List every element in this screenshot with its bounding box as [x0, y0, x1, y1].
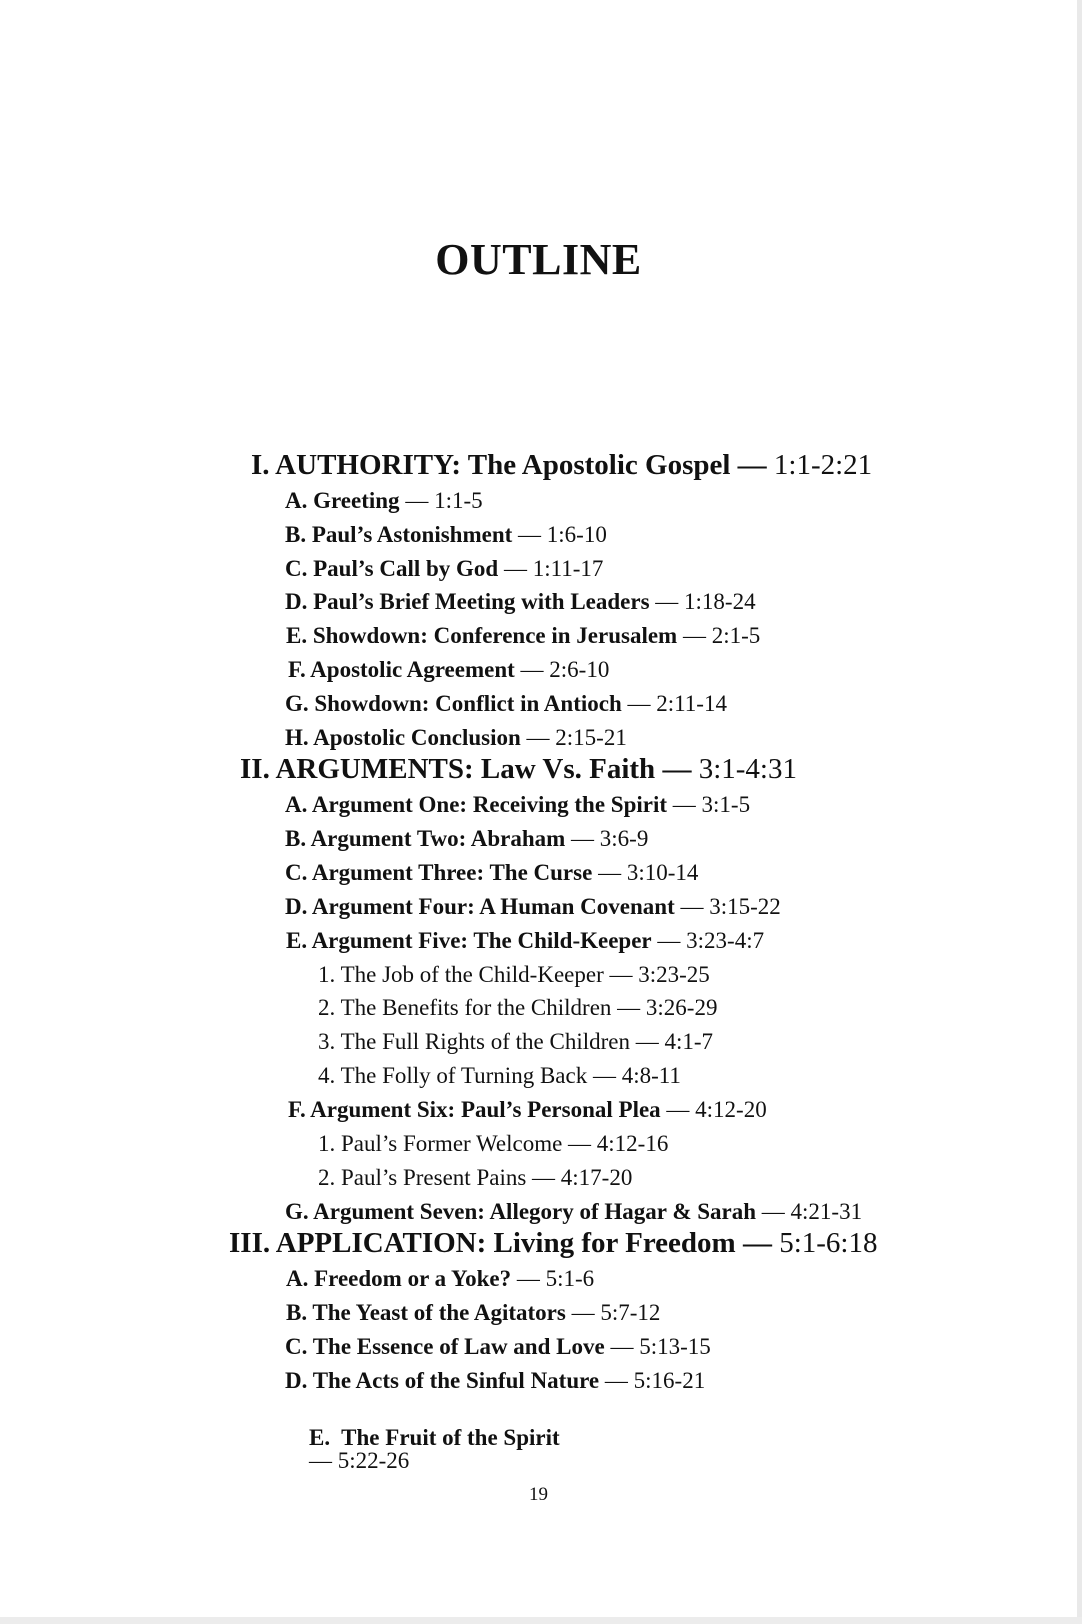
- section-ref: 1:1-2:21: [773, 449, 873, 481]
- outline-item-label: C. Argument Three: The Curse: [285, 860, 593, 885]
- outline-item: [286, 1301, 660, 1324]
- outline-item: [285, 861, 698, 884]
- outline-item-label: B. Paul’s Astonishment: [285, 522, 513, 547]
- outline-item: [285, 489, 483, 512]
- outline-item-label: A. Freedom or a Yoke?: [286, 1266, 512, 1291]
- outline-item-label: E. The Fruit of the Spirit: [309, 1425, 560, 1450]
- outline-item-ref: — 3:1-5: [672, 792, 751, 817]
- outline-item: [285, 827, 648, 850]
- outline-item: [286, 929, 764, 952]
- outline-item-label: D. Argument Four: A Human Covenant: [285, 894, 675, 919]
- outline-item-ref: — 1:18-24: [655, 589, 756, 614]
- outline-item-ref: — 5:1-6: [516, 1266, 595, 1291]
- outline-subitem: 1. The Job of the Child-Keeper — 3:23-25: [318, 962, 710, 987]
- outline-item: [285, 1369, 705, 1392]
- outline-item-label: B. Argument Two: Abraham: [285, 826, 566, 851]
- outline-item-label: C. The Essence of Law and Love: [285, 1334, 605, 1359]
- outline-item-label: E. Argument Five: The Child-Keeper: [286, 928, 652, 953]
- outline-item-ref: — 3:23-4:7: [657, 928, 765, 953]
- outline-item: [286, 1267, 594, 1290]
- outline-item-ref: — 4:12-20: [666, 1097, 767, 1122]
- outline-item-label: A. Argument One: Receiving the Spirit: [285, 792, 668, 817]
- outline-item-ref: — 3:10-14: [598, 860, 699, 885]
- outline-item-ref: — 2:1-5: [682, 623, 761, 648]
- page-edge-shadow: [1077, 0, 1082, 1624]
- outline-item: [286, 1403, 560, 1495]
- outline-item: [288, 1098, 767, 1121]
- outline-item-ref: — 1:6-10: [518, 522, 607, 547]
- outline-item: [285, 590, 756, 613]
- outline-item-ref: — 3:6-9: [571, 826, 649, 851]
- outline-item-ref: — 2:11-14: [627, 691, 727, 716]
- outline-item: [285, 692, 727, 715]
- outline-item-ref: — 5:7-12: [571, 1300, 661, 1325]
- outline-item: [286, 624, 760, 647]
- outline-item: [285, 557, 603, 580]
- page-edge-shadow: [0, 1617, 1082, 1624]
- outline-item-label: B. The Yeast of the Agitators: [286, 1300, 566, 1325]
- outline-item-label: G. Argument Seven: Allegory of Hagar & Sarah: [285, 1199, 757, 1224]
- outline-item-label: D. Paul’s Brief Meeting with Leaders: [285, 589, 650, 614]
- section-heading-3: [229, 1229, 878, 1258]
- outline-item: [285, 793, 750, 816]
- outline-item: [285, 726, 627, 749]
- outline-item-ref: — 5:13-15: [610, 1334, 711, 1359]
- page-title: OUTLINE: [435, 235, 642, 284]
- section-label: I. AUTHORITY: The Apostolic Gospel —: [251, 449, 767, 481]
- outline-item-ref: — 3:15-22: [680, 894, 781, 919]
- section-label: III. APPLICATION: Living for Freedom —: [229, 1227, 772, 1259]
- outline-item-ref: — 4:21-31: [761, 1199, 863, 1224]
- outline-subitem: 2. The Benefits for the Children — 3:26-29: [318, 995, 718, 1020]
- outline-subitem: 2. Paul’s Present Pains — 4:17-20: [318, 1165, 633, 1190]
- section-heading-2: [240, 755, 797, 784]
- outline-item-label: F. Argument Six: Paul’s Personal Plea: [288, 1097, 661, 1122]
- outline-item: [285, 523, 607, 546]
- outline-item-label: D. The Acts of the Sinful Nature: [285, 1368, 600, 1393]
- outline-subitem: 4. The Folly of Turning Back — 4:8-11: [318, 1063, 681, 1088]
- outline-item-ref: — 2:15-21: [526, 725, 627, 750]
- outline-item-label: H. Apostolic Conclusion: [285, 725, 521, 750]
- page-number: 19: [529, 1484, 548, 1505]
- section-label: II. ARGUMENTS: Law Vs. Faith —: [240, 753, 692, 785]
- outline-item: [288, 658, 609, 681]
- outline-item-ref: — 2:6-10: [520, 657, 610, 682]
- outline-subitem: 3. The Full Rights of the Children — 4:1-7: [318, 1029, 714, 1054]
- outline-subitem: 1. Paul’s Former Welcome — 4:12-16: [318, 1131, 669, 1156]
- outline-item-ref: — 5:22-26: [309, 1448, 410, 1473]
- outline-item-label: A. Greeting: [285, 488, 400, 513]
- outline-item: [285, 1335, 711, 1358]
- section-ref: 3:1-4:31: [698, 753, 797, 785]
- outline-item-ref: — 1:1-5: [405, 488, 483, 513]
- outline-item-label: G. Showdown: Conflict in Antioch: [285, 691, 622, 716]
- outline-item-label: C. Paul’s Call by God: [285, 556, 499, 581]
- outline-item-ref: — 1:11-17: [503, 556, 604, 581]
- section-heading-1: [251, 451, 872, 480]
- section-ref: 5:1-6:18: [779, 1227, 878, 1259]
- outline-item: [285, 895, 781, 918]
- outline-item-label: F. Apostolic Agreement: [288, 657, 515, 682]
- outline-item-label: E. Showdown: Conference in Jerusalem: [286, 623, 678, 648]
- outline-item-ref: — 5:16-21: [604, 1368, 706, 1393]
- outline-item: [285, 1200, 862, 1223]
